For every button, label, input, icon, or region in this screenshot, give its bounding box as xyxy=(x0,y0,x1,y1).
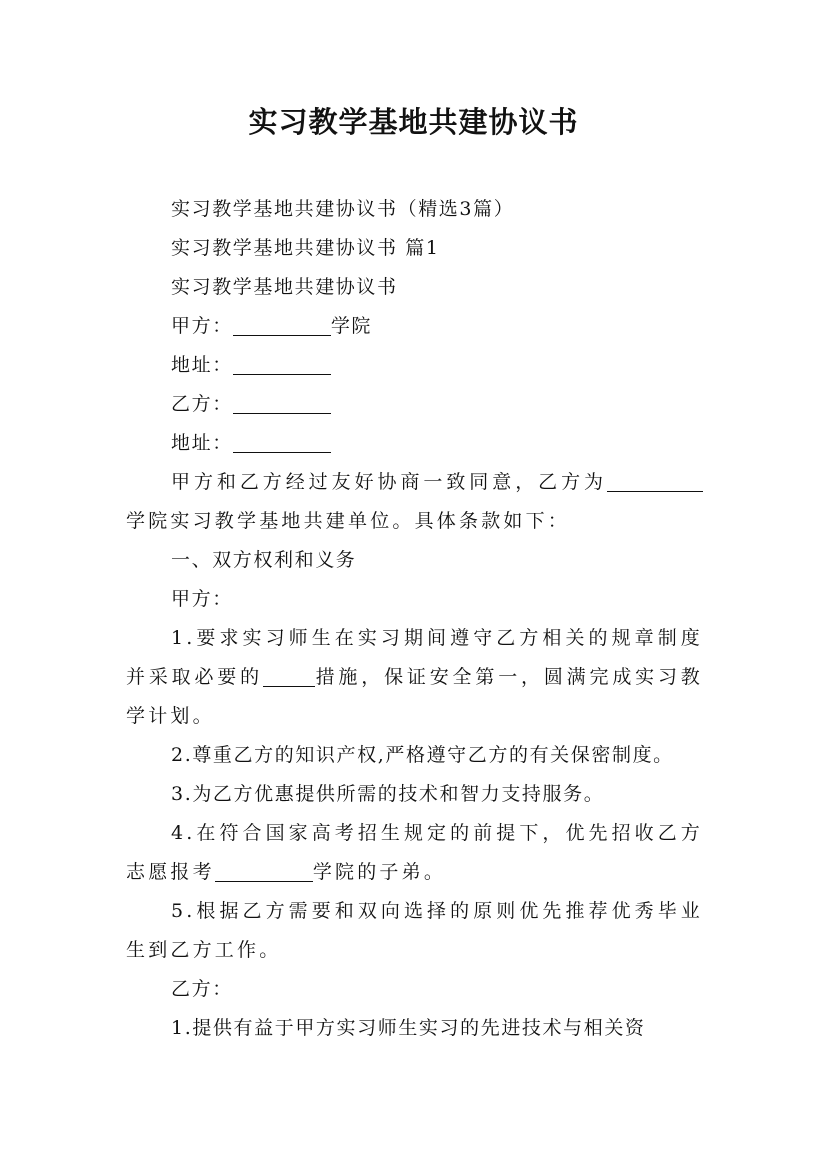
party-b-label: 乙方： xyxy=(171,393,233,415)
party-b-blank xyxy=(233,389,331,414)
intro-paragraph xyxy=(126,463,703,541)
intro-end: 学院实习教学基地共建单位。具体条款如下： xyxy=(126,510,571,532)
subtitle: 实习教学基地共建协议书（精选3篇） xyxy=(171,198,515,220)
duty-a4-blank xyxy=(215,857,313,882)
party-b-address-blank xyxy=(233,428,331,453)
address-label: 地址： xyxy=(171,354,233,376)
section-heading: 实习教学基地共建协议书 篇1 xyxy=(171,237,440,259)
duty-a1-blank xyxy=(263,662,315,687)
duty-a4 xyxy=(126,814,703,892)
duty-a4-start: 4.在符合国家高考招生规定的前提下，优先招收乙方志愿报考 xyxy=(126,822,703,883)
party-a-address-blank xyxy=(233,350,331,375)
party-b-address-line xyxy=(126,424,703,463)
duty-a5: 5.根据乙方需要和双向选择的原则优先推荐优秀毕业生到乙方工作。 xyxy=(126,900,703,961)
duty-a1 xyxy=(126,619,703,736)
duty-b1: 1.提供有益于甲方实习师生实习的先进技术与相关资 xyxy=(171,1017,646,1039)
duty-a4-end: 学院的子弟。 xyxy=(312,861,447,883)
party-a-label: 甲方： xyxy=(171,315,233,337)
party-a-address-line xyxy=(126,346,703,385)
intro-blank xyxy=(607,467,703,492)
party-a-suffix: 学院 xyxy=(330,315,373,337)
duty-a2: 2.尊重乙方的知识产权,严格遵守乙方的有关保密制度。 xyxy=(171,744,674,766)
document-title: 实习教学基地共建协议书 xyxy=(248,105,579,139)
party-a-blank xyxy=(233,311,331,336)
agreement-title: 实习教学基地共建协议书 xyxy=(171,276,398,298)
duty-a3: 3.为乙方优惠提供所需的技术和智力支持服务。 xyxy=(171,783,605,805)
intro-start: 甲方和乙方经过友好协商一致同意，乙方为 xyxy=(171,471,607,493)
duty-a1-start: 1.要求实习师生在实习期间遵守乙方相关的规章制度并采取必要的 xyxy=(126,627,703,688)
address-label: 地址： xyxy=(171,432,233,454)
duty-a1-end: 措施，保证安全第一，圆满完成实习教学计划。 xyxy=(126,666,704,727)
party-a-line xyxy=(126,307,703,346)
document-body xyxy=(126,190,703,1048)
party-b-line xyxy=(126,385,703,424)
party-a-duties-label: 甲方： xyxy=(171,588,233,610)
party-b-duties-label: 乙方： xyxy=(171,978,233,1000)
section-1-heading: 一、双方权利和义务 xyxy=(171,549,357,571)
